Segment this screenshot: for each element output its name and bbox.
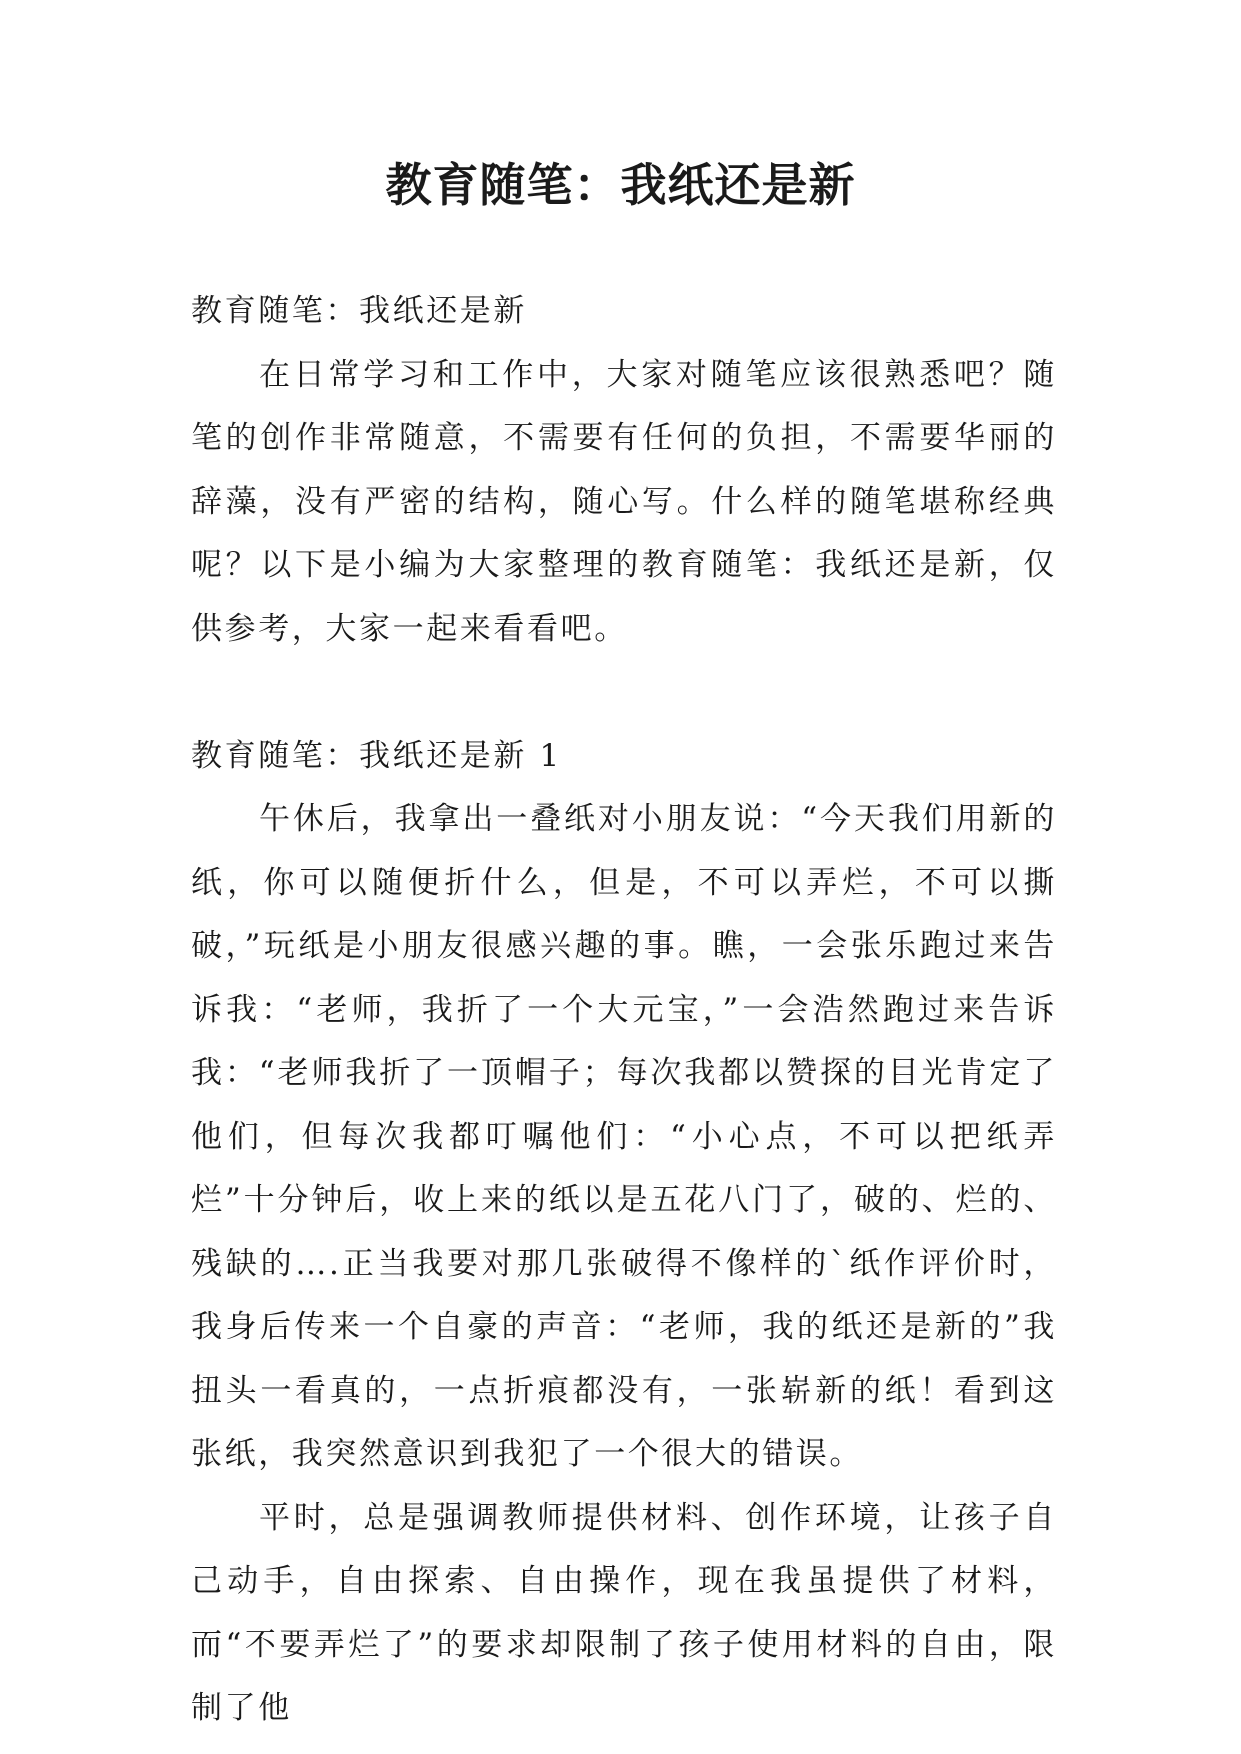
body-paragraph-2: 平时，总是强调教师提供材料、创作环境，让孩子自己动手，自由探索、自由操作，现在我虽提供了材料，而“不要弄烂了”的要求却限制了孩子使用材料的自由，限制了他: [191, 1499, 1057, 1726]
document-body: [191, 280, 1057, 1741]
paragraph-spacer: [191, 661, 1057, 725]
intro-heading: 教育随笔：我纸还是新: [191, 293, 527, 329]
section-heading: 教育随笔：我纸还是新 1: [191, 737, 562, 774]
document-title: 教育随笔：我纸还是新: [385, 158, 856, 212]
intro-paragraph: 在日常学习和工作中，大家对随笔应该很熟悉吧？随笔的创作非常随意，不需要有任何的负担，不需要华丽的辞藻，没有严密的结构，随心写。什么样的随笔堪称经典呢？以下是小编为大家整理的教育随笔：我纸还是新，仅供参考，大家一起来看看吧。: [191, 356, 1057, 647]
body-paragraph-1: 午休后，我拿出一叠纸对小朋友说：“今天我们用新的纸，你可以随便折什么，但是，不可以弄烂，不可以撕破，”玩纸是小朋友很感兴趣的事。瞧，一会张乐跑过来告诉我：“老师，我折了一个大元宝，”一会浩然跑过来告诉我：“老师我折了一顶帽子；每次我都以赞探的目光肯定了他们，但每次我都叮嘱他们：“小心点，不可以把纸弄烂”十分钟后，收上来的纸以是五花八门了，破的、烂的、残缺的….正当我要对那几张破得不像样的`纸作评价时，我身后传来一个自豪的声音：“老师，我的纸还是新的”我扭头一看真的，一点折痕都没有，一张崭新的纸！看到这张纸，我突然意识到我犯了一个很大的错误。: [191, 801, 1057, 1472]
